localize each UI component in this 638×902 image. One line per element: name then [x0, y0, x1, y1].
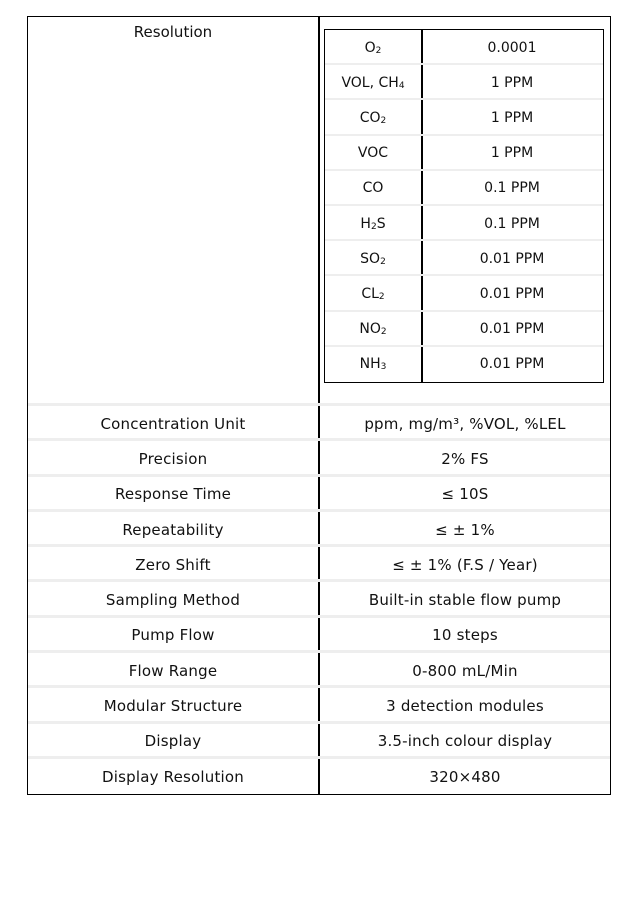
gas-resolution-value: 0.01 PPM: [479, 250, 545, 267]
spec-label: Display Resolution: [101, 767, 245, 786]
gas-resolution-value: 0.0001: [487, 39, 537, 56]
gas-name: $NH_3$: [359, 356, 387, 373]
gas-row: [325, 136, 603, 171]
spec-label: Repeatability: [122, 520, 224, 539]
gas-row: [325, 65, 603, 100]
spec-value: Built-in stable flow pump: [368, 591, 562, 610]
spec-value: ≤ 10S: [441, 485, 489, 504]
spec-label: Sampling Method: [105, 591, 241, 610]
spec-value: 2% FS: [441, 449, 489, 468]
gas-name: VOL, $CH_4$: [341, 74, 405, 91]
spec-row: [28, 583, 610, 618]
spec-row: [28, 618, 610, 653]
spec-label: Zero Shift: [135, 555, 211, 574]
spec-row: [28, 441, 610, 476]
spec-value: 0-800 mL/Min: [412, 661, 518, 680]
gas-name: $CO_2$: [359, 109, 387, 126]
gas-name: $NO_2$: [359, 321, 387, 338]
gas-name: $O_2$: [364, 39, 382, 56]
specifications-table: [27, 16, 611, 795]
gas-resolution-value: 1 PPM: [490, 74, 534, 91]
spec-row: [28, 477, 610, 512]
spec-value: 3 detection modules: [386, 697, 544, 716]
gas-name: VOC: [357, 145, 389, 162]
gas-row: [325, 312, 603, 347]
gas-name: $SO_2$: [360, 250, 386, 267]
gas-resolution-value: 0.1 PPM: [484, 215, 540, 232]
spec-label: Response Time: [114, 485, 232, 504]
gas-resolution-value: 1 PPM: [490, 109, 534, 126]
gas-row: [325, 206, 603, 241]
spec-value: 10 steps: [432, 626, 498, 645]
resolution-gas-table: [324, 29, 604, 383]
gas-row: [325, 347, 603, 382]
gas-resolution-value: 0.01 PPM: [479, 356, 545, 373]
spec-value: 320×480: [429, 767, 501, 786]
spec-row: [28, 547, 610, 582]
gas-name: $CL_2$: [361, 285, 385, 302]
spec-label: Pump Flow: [131, 626, 215, 645]
spec-label: Flow Range: [128, 661, 218, 680]
gas-row: [325, 30, 603, 65]
gas-resolution-value: 0.01 PPM: [479, 321, 545, 338]
spec-value: ≤ ± 1% (F.S / Year): [392, 555, 538, 574]
spec-row: [28, 653, 610, 688]
resolution-label: Resolution: [133, 23, 213, 41]
spec-row: [28, 512, 610, 547]
gas-resolution-value: 1 PPM: [490, 145, 534, 162]
spec-row: [28, 724, 610, 759]
gas-resolution-value: 0.01 PPM: [479, 285, 545, 302]
gas-row: [325, 100, 603, 135]
spec-label: Modular Structure: [103, 697, 243, 716]
gas-row: [325, 171, 603, 206]
gas-row: [325, 276, 603, 311]
gas-name: $H_2S$: [360, 215, 386, 232]
gas-resolution-value: 0.1 PPM: [484, 180, 540, 197]
spec-row: [28, 759, 610, 794]
spec-value: ≤ ± 1%: [435, 520, 495, 539]
spec-value: 3.5-inch colour display: [377, 732, 553, 751]
spec-label: Display: [144, 732, 202, 751]
spec-label: Precision: [138, 449, 208, 468]
spec-label: Concentration Unit: [100, 414, 246, 433]
gas-row: [325, 241, 603, 276]
spec-row: [28, 688, 610, 723]
gas-name: CO: [362, 180, 384, 197]
spec-row: [28, 406, 610, 441]
spec-value: ppm, mg/m³, %VOL, %LEL: [364, 414, 566, 433]
